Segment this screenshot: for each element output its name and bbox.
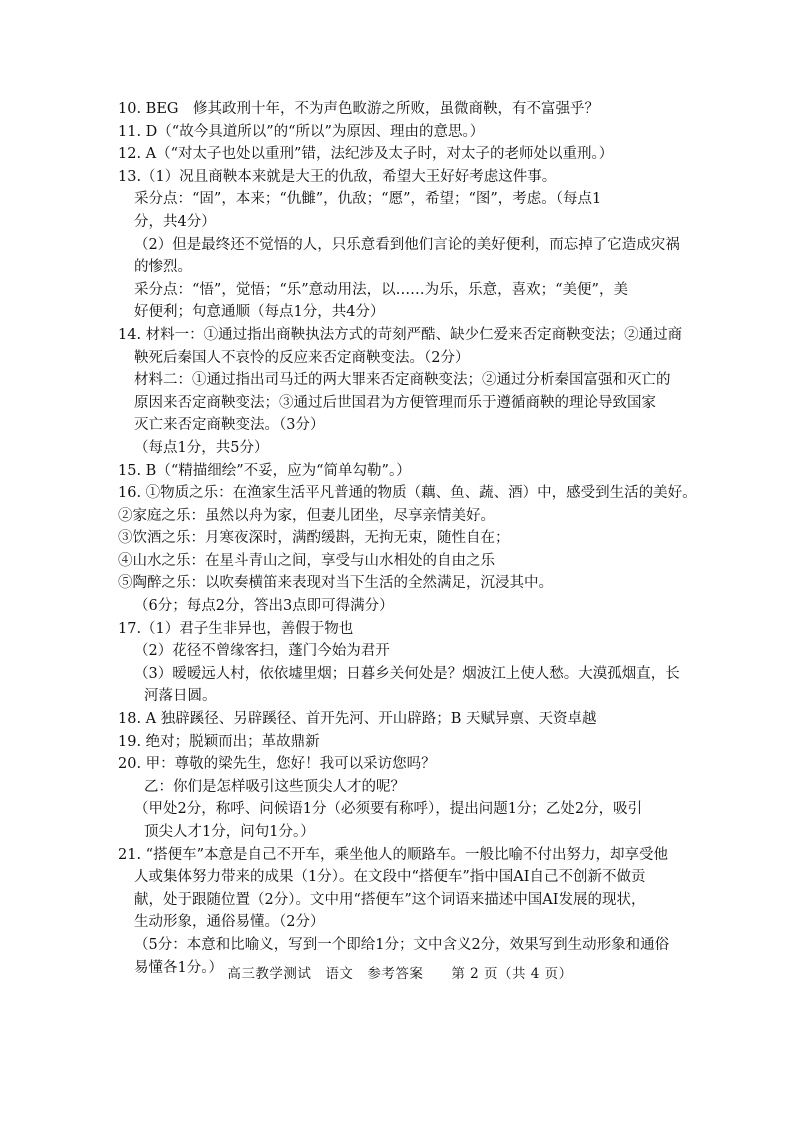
- answer-line: 分，共4分）: [134, 213, 216, 230]
- answer-line: 10. BEG 修其政刑十年，不为声色畋游之所败，虽微商鞅，有不富强乎？: [118, 101, 599, 117]
- answer-line: 材料二：①通过指出司马迁的两大罪来否定商鞅变法；②通过分析秦国富强和灭亡的: [134, 372, 671, 389]
- answer-line: 采分点：“悟”，觉悟；“乐”意动用法，以……为乐，乐意，喜欢；“美便”，美: [134, 281, 628, 298]
- answer-line: （2）但是最终还不觉悟的人，只乐意看到他们言论的美好便利，而忘掉了它造成灾祸: [134, 236, 680, 253]
- answer-line: 鞅死后秦国人不哀怜的反应来否定商鞅变法。（2分）: [134, 349, 470, 366]
- answer-line: 16. ①物质之乐：在渔家生活平凡普通的物质（藕、鱼、蔬、酒）中，感受到生活的美好。: [118, 485, 697, 502]
- answer-line: 乙：你们是怎样吸引这些顶尖人才的呢？: [144, 778, 405, 795]
- answer-line: 采分点：“固”，本来；“仇雠”，仇敌；“愿”，希望；“图”，考虑。（每点1: [134, 191, 602, 208]
- answer-line: 的惨烈。: [134, 259, 192, 276]
- answer-line: 河落日圆。: [144, 688, 217, 705]
- answer-line: 17.（1）君子生非异也，善假于物也: [118, 620, 354, 637]
- answer-line: （5分：本意和比喻义，写到一个即给1分；文中含义2分，效果写到生动形象和通俗: [134, 936, 670, 953]
- answer-line: 献，处于跟随位置（2分）。文中用“搭便车”这个词语来描述中国AI发展的现状，: [134, 891, 646, 908]
- answer-line: 11. D（“故今具道所以”的“所以”为原因、理由的意思。）: [118, 123, 485, 140]
- answer-line: 21. “搭便车”本意是自己不开车，乘坐他人的顺路车。一般比喻不付出努力，却享受他: [118, 846, 668, 863]
- answer-line: （2）花径不曾缘客扫，蓬门今始为君开: [134, 643, 390, 660]
- answer-line: ②家庭之乐：虽然以舟为家，但妻儿团坐，尽享亲情美好。: [118, 507, 495, 524]
- answer-line: （每点1分，共5分）: [134, 439, 269, 456]
- answer-line: 原因来否定商鞅变法；③通过后世国君为方便管理而乐于遵循商鞅的理论导致国家: [134, 394, 656, 411]
- answer-line: 生动形象，通俗易懂。（2分）: [134, 914, 325, 931]
- answer-line: 12. A（“对太子也处以重刑”错，法纪涉及太子时，对太子的老师处以重刑。）: [118, 146, 614, 163]
- answer-line: 易懂各1分。）: [134, 959, 223, 976]
- answer-line: （6分；每点2分，答出3点即可得满分）: [134, 598, 394, 615]
- answer-line: 顶尖人才1分，问句1分。）: [144, 824, 315, 840]
- answer-line: 19. 绝对；脱颖而出；革故鼎新: [118, 733, 320, 750]
- page-footer: 高三教学测试 语文 参考答案 第 2 页（共 4 页）: [227, 966, 573, 982]
- answer-line: （3）暧暧远人村，依依墟里烟；日暮乡关何处是？烟波江上使人愁。大漠孤烟直，长: [134, 665, 680, 682]
- answer-line: 13.（1）况且商鞅本来就是大王的仇敌，希望大王好好考虑这件事。: [118, 168, 557, 185]
- answer-line: 人或集体努力带来的成果（1分）。在文段中“搭便车”指中国AI自己不创新不做贡: [134, 869, 646, 886]
- answer-line: 灭亡来否定商鞅变法。（3分）: [134, 417, 325, 434]
- answer-content: [118, 98, 698, 979]
- answer-line: ⑤陶醉之乐：以吹奏横笛来表现对当下生活的全然满足，沉浸其中。: [118, 575, 553, 592]
- answer-line: 好便利；句意通顺（每点1分，共4分）: [134, 304, 385, 321]
- answer-line: （甲处2分，称呼、问候语1分（必须要有称呼），提出问题1分；乙处2分，吸引: [134, 801, 643, 818]
- answer-line: 15. B（“精描细绘”不妥，应为“简单勾勒”。）: [118, 462, 411, 479]
- answer-line: ③饮酒之乐：月寒夜深时，满酌缓斟，无拘无束，随性自在；: [118, 530, 510, 547]
- answer-line: ④山水之乐：在星斗青山之间，享受与山水相处的自由之乐: [118, 552, 495, 569]
- answer-line: 18. A 独辟蹊径、另辟蹊径、首开先河、开山辟路；B 天赋异禀、天资卓越: [118, 711, 597, 728]
- answer-line: 14. 材料一：①通过指出商鞅执法方式的苛刻严酷、缺少仁爱来否定商鞅变法；②通过商: [118, 326, 683, 343]
- answer-line: 20. 甲：尊敬的梁先生，您好！我可以采访您吗？: [118, 756, 436, 773]
